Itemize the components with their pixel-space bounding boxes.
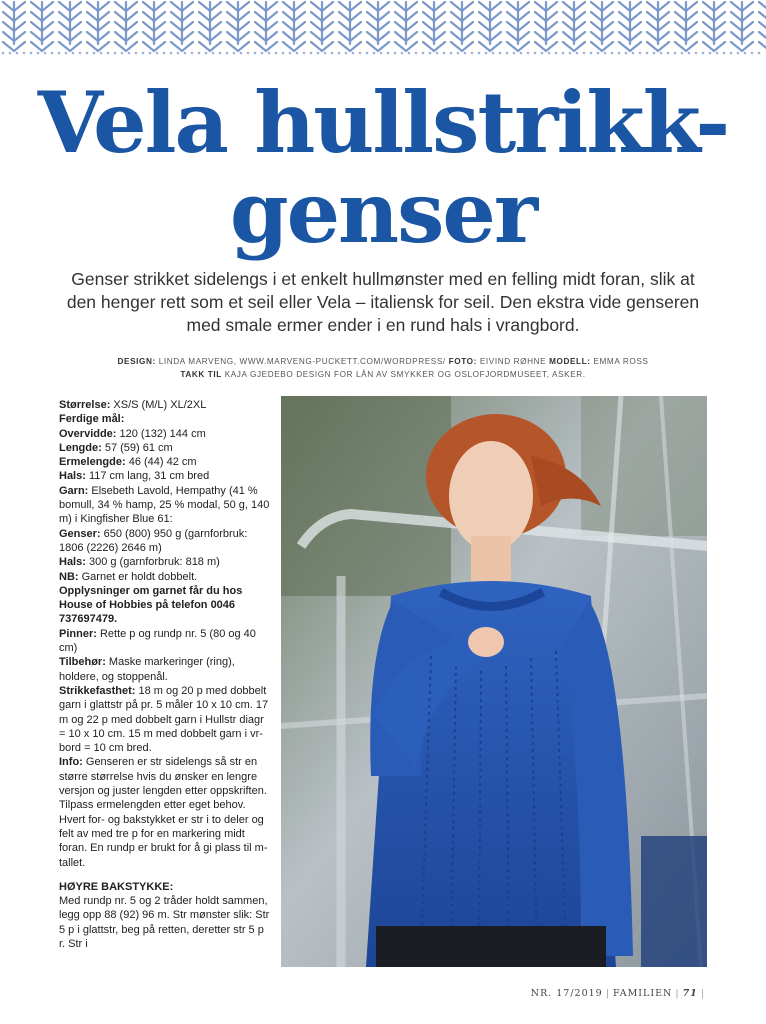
credits-line-1	[60, 355, 706, 368]
spec-text: 117 cm lang, 31 cm bred	[85, 470, 210, 483]
spec-line	[59, 684, 271, 755]
intro-paragraph: Genser strikket sidelengs i et enkelt hullmønster med en felling midt foran, slik at den henger rett som et seil eller Vela – italiensk for seil. Den ekstra vide genseren med smale ermer ender i en rund hals i vrangbord.	[66, 269, 700, 335]
modell-value: EMMA ROSS	[593, 357, 649, 366]
knit-pattern-border	[0, 0, 766, 58]
spec-label: Ermelengde:	[59, 456, 126, 469]
spec-label: Strikkefasthet:	[59, 684, 136, 697]
spec-label: Størrelse:	[59, 399, 111, 411]
spec-line	[59, 584, 271, 627]
spec-line	[59, 398, 271, 412]
section-heading: HØYRE BAKSTYKKE:	[59, 880, 174, 893]
spec-text: Maske markeringer (ring), holdere, og stoppenål.	[59, 656, 235, 683]
page-number: 71	[682, 988, 698, 999]
spec-line	[59, 527, 271, 556]
spec-text: 300 g (garnforbruk: 818 m)	[85, 556, 220, 569]
model-photo	[281, 396, 707, 967]
spec-text: Elsebeth Lavold, Hempathy (41 % bomull, 34 % hamp, 25 % modal, 50 g, 140 m) i Kingfisher Blue 61:	[59, 484, 270, 526]
spec-text: 120 (132) 144 cm	[116, 427, 206, 440]
title-line-1: Vela hullstrikk-	[37, 73, 729, 172]
spec-label: NB:	[59, 570, 79, 583]
spec-line	[59, 655, 271, 684]
foto-label: FOTO:	[448, 357, 477, 366]
spec-line	[59, 469, 271, 483]
pattern-specs	[59, 398, 271, 951]
spec-line	[59, 570, 271, 584]
spec-label: Lengde:	[59, 441, 102, 454]
spec-line	[59, 455, 271, 469]
issue-number: NR. 17/2019	[530, 988, 603, 999]
spec-label: Tilbehør:	[59, 656, 106, 669]
article-title	[0, 73, 766, 262]
foto-value: EIVIND RØHNE	[479, 357, 547, 366]
section-back-piece	[59, 880, 271, 951]
section-text: Med rundp nr. 5 og 2 tråder holdt sammen, legg opp 88 (92) 96 m. Str mønster slik: Str 5 p i glattstr, beg på retten, deretter str 5 p r. Str i	[59, 895, 270, 950]
spec-label: Pinner:	[59, 627, 97, 640]
spec-list	[59, 398, 271, 870]
spec-text: Genseren er str sidelengs så str en større størrelse hvis du ønsker en lengre versjon og juster lengden etter oppskriften. Tilpass ermelengden etter eget behov. Hvert for- og bakstykket er str i to deler og felt av med tre p for en markering midt foran. En rundp er brukt for å gi plass til m-tallet.	[59, 756, 268, 869]
spec-text: 57 (59) 61 cm	[101, 441, 173, 454]
spec-line	[59, 412, 271, 426]
spec-line	[59, 755, 271, 869]
credits	[60, 355, 706, 381]
spec-label: Garn:	[59, 484, 89, 497]
magazine-name: FAMILIEN	[612, 988, 673, 999]
modell-label: MODELL:	[549, 357, 591, 366]
takk-label: TAKK TIL	[180, 370, 222, 379]
spec-label: Opplysninger om garnet får du hos House of Hobbies på telefon 0046 737697479.	[59, 584, 243, 626]
spec-line	[59, 627, 271, 656]
spec-line	[59, 427, 271, 441]
title-line-2: genser	[229, 163, 537, 262]
spec-line	[59, 441, 271, 455]
spec-text: 46 (44) 42 cm	[125, 456, 197, 469]
spec-label: Hals:	[59, 470, 86, 483]
spec-label: Hals:	[59, 556, 86, 569]
design-label: DESIGN:	[117, 357, 156, 366]
spec-text: Garnet er holdt dobbelt.	[78, 570, 198, 583]
takk-value: KAJA GJEDEBO DESIGN FOR LÅN AV SMYKKER OG OSLOFJORDMUSEET, ASKER.	[224, 370, 586, 379]
spec-label: Info:	[59, 756, 83, 769]
spec-line	[59, 555, 271, 569]
spec-label: Genser:	[59, 527, 101, 540]
credits-line-2	[60, 368, 706, 381]
page-footer: NR. 17/2019 | FAMILIEN | 71 |	[530, 988, 705, 999]
design-value: LINDA MARVENG, WWW.MARVENG-PUCKETT.COM/WORDPRESS/	[158, 357, 446, 366]
spec-text: Rette p og rundp nr. 5 (80 og 40 cm)	[59, 627, 256, 655]
spec-text: 650 (800) 950 g (garnforbruk: 1806 (2226) 2646 m)	[59, 527, 248, 554]
spec-label: Overvidde:	[59, 427, 117, 440]
spec-line	[59, 484, 271, 527]
spec-text: 18 m og 20 p med dobbelt garn i glattstr på pr. 5 måler 10 x 10 cm. 17 m og 22 p med dobbelt garn i Hullstr diagr = 10 x 10 cm. 15 m med dobbelt garn i vr-bord = 10 cm bred.	[59, 684, 269, 755]
spec-label: Ferdige mål:	[59, 413, 125, 426]
spec-text: XS/S (M/L) XL/2XL	[110, 399, 207, 411]
